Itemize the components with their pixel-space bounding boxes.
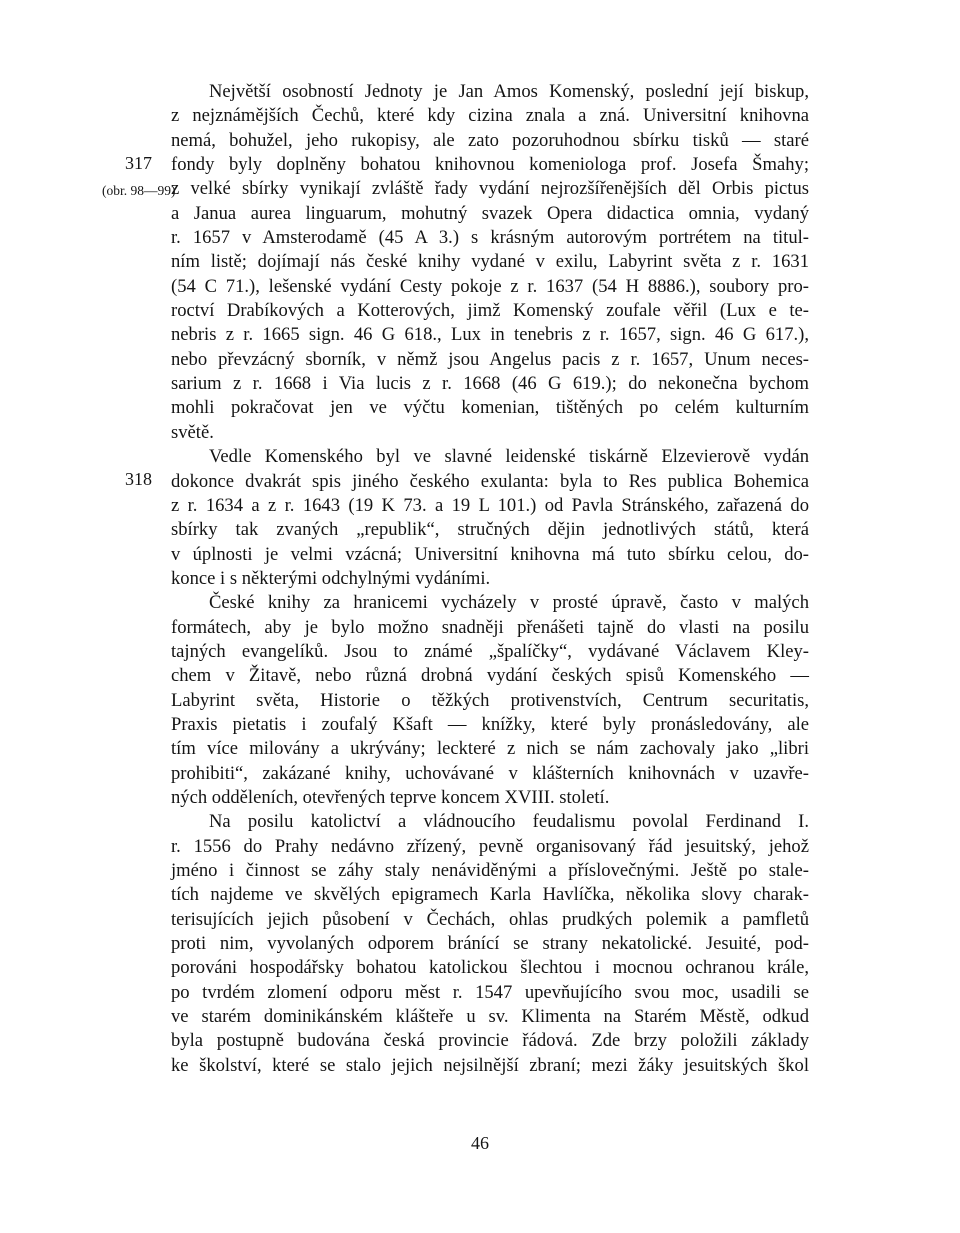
text-line: ke školství, které se stalo jejich nejsilnější zbraní; mezi žáky jesuitských škol — [171, 1054, 809, 1076]
text-line: sarium z r. 1668 i Via lucis z r. 1668 (46 G 619.); do nekonečna bychom — [171, 373, 809, 395]
text-line: Největší osobností Jednoty je Jan Amos Komenský, poslední její biskup, — [209, 81, 809, 102]
text-line: Vedle Komenského byl ve slavné leidenské tiskárně Elzevierově vydán — [209, 446, 809, 468]
margin-note-figure-ref: (obr. 98—99) — [102, 183, 176, 198]
text-line: fondy byly doplněny bohatou knihovnou komeniologa prof. Josefa Šmahy; — [171, 154, 809, 176]
page-number: 46 — [471, 1133, 489, 1153]
text-line: z velké sbírky vynikají zvláště řady vydání nejrozšířenějších děl Orbis pictus — [171, 178, 809, 200]
text-line: nebris z r. 1665 sign. 46 G 618., Lux in tenebris z r. 1657, sign. 46 G 617.), — [171, 324, 809, 346]
text-line: formátech, aby je bylo možno snadněji přenášeti tajně do vlasti na posilu — [171, 616, 809, 638]
text-line: prohibiti“, zakázané knihy, uchovávané v klášterních knihovnách v uzavře- — [171, 762, 809, 784]
text-line: ných odděleních, otevřených teprve koncem XVIII. století. — [171, 786, 610, 808]
text-line: tím více milovány a ukrývány; leckteré z nich se nám zachovaly jako „libri — [171, 738, 809, 760]
text-line: dokonce dvakrát spis jiného českého exulanta: byla to Res publica Bohemica — [171, 470, 809, 492]
text-line: světě. — [171, 421, 214, 443]
text-line: konce i s některými odchylnými vydáními. — [171, 567, 491, 589]
text-line: po tvrdém zlomení odporu měst r. 1547 upevňujícího svou moc, usadili se — [171, 981, 809, 1003]
text-line: v úplnosti je velmi vzácná; Universitní knihovna má tuto sbírku celou, do- — [171, 543, 809, 565]
text-line: z nejznámějších Čechů, které kdy cizina znala a zná. Universitní knihovna — [171, 105, 809, 127]
text-line: proti nim, vyvolaných odporem bránící se strany nekatolické. Jesuité, pod- — [171, 933, 809, 955]
text-line: r. 1657 v Amsterodamě (45 A 3.) s krásným autorovým portrétem na titul- — [171, 227, 809, 249]
text-line: r. 1556 do Prahy nedávno zřízený, pevně organisovaný řád jesuitský, jehož — [171, 835, 809, 857]
text-line: a Janua aurea linguarum, mohutný svazek Opera didactica omnia, vydaný — [171, 202, 809, 224]
text-line: (54 C 71.), lešenské vydání Cesty pokoje z r. 1637 (54 H 8886.), soubory pro- — [171, 275, 809, 297]
text-line: ním listě; dojímají nás české knihy vydané v exilu, Labyrint světa z r. 1631 — [171, 251, 809, 273]
text-line: České knihy za hranicemi vycházely v prosté úpravě, často v malých — [209, 592, 809, 614]
text-line: tajných evangelíků. Jsou to známé „špalíčky“, vydávané Václavem Kley- — [171, 640, 809, 662]
text-line: terisujících jejich působení v Čechách, ohlas prudkých polemik a pamfletů — [171, 908, 809, 930]
text-line: z r. 1634 a z r. 1643 (19 K 73. a 19 L 101.) od Pavla Stránského, zařazená do — [171, 494, 809, 516]
text-line: Na posilu katolictví a vládnoucího feudalismu povolal Ferdinand I. — [209, 811, 809, 833]
margin-note-318: 318 — [125, 469, 152, 489]
text-line: mohli pokračovat jen ve výčtu komenian, tištěných po celém kulturním — [171, 397, 809, 419]
body-text — [171, 80, 809, 1078]
margin-note-317: 317 — [125, 153, 152, 173]
text-line: jméno i činnost se záhy staly nenáviděnými a příslovečnými. Ještě po stale- — [171, 860, 809, 881]
text-line: porováni hospodářsky bohatou katolickou šlechtou i mocnou ochranou krále, — [171, 957, 809, 979]
text-line: sbírky tak zvaných „republik“, stručných dějin jednotlivých států, která — [171, 519, 809, 541]
text-line: chem v Žitavě, nebo různá drobná vydání českých spisů Komenského — — [171, 665, 809, 687]
text-line: roctví Drabíkových a Kotterových, jimž Komenský zoufale věřil (Lux e te- — [171, 300, 809, 322]
text-line: Labyrint světa, Historie o těžkých protivenstvích, Centrum securitatis, — [171, 689, 809, 711]
text-line: Praxis pietatis i zoufalý Kšaft — knížky, které byly pronásledovány, ale — [171, 713, 809, 735]
text-line: byla postupně budována česká provincie řádová. Zde brzy položili základy — [171, 1030, 809, 1052]
text-line: tích najdeme ve skvělých epigramech Karla Havlíčka, několika slovy charak- — [171, 884, 809, 906]
text-line: ve starém dominikánském klášteře u sv. Klimenta na Starém Městě, odkud — [171, 1006, 809, 1028]
text-line: nemá, bohužel, jeho rukopisy, ale zato pozoruhodnou sbírku tisků — staré — [171, 129, 809, 151]
text-line: nebo převzácný sborník, v němž jsou Angelus pacis z r. 1657, Unum neces- — [171, 348, 809, 370]
